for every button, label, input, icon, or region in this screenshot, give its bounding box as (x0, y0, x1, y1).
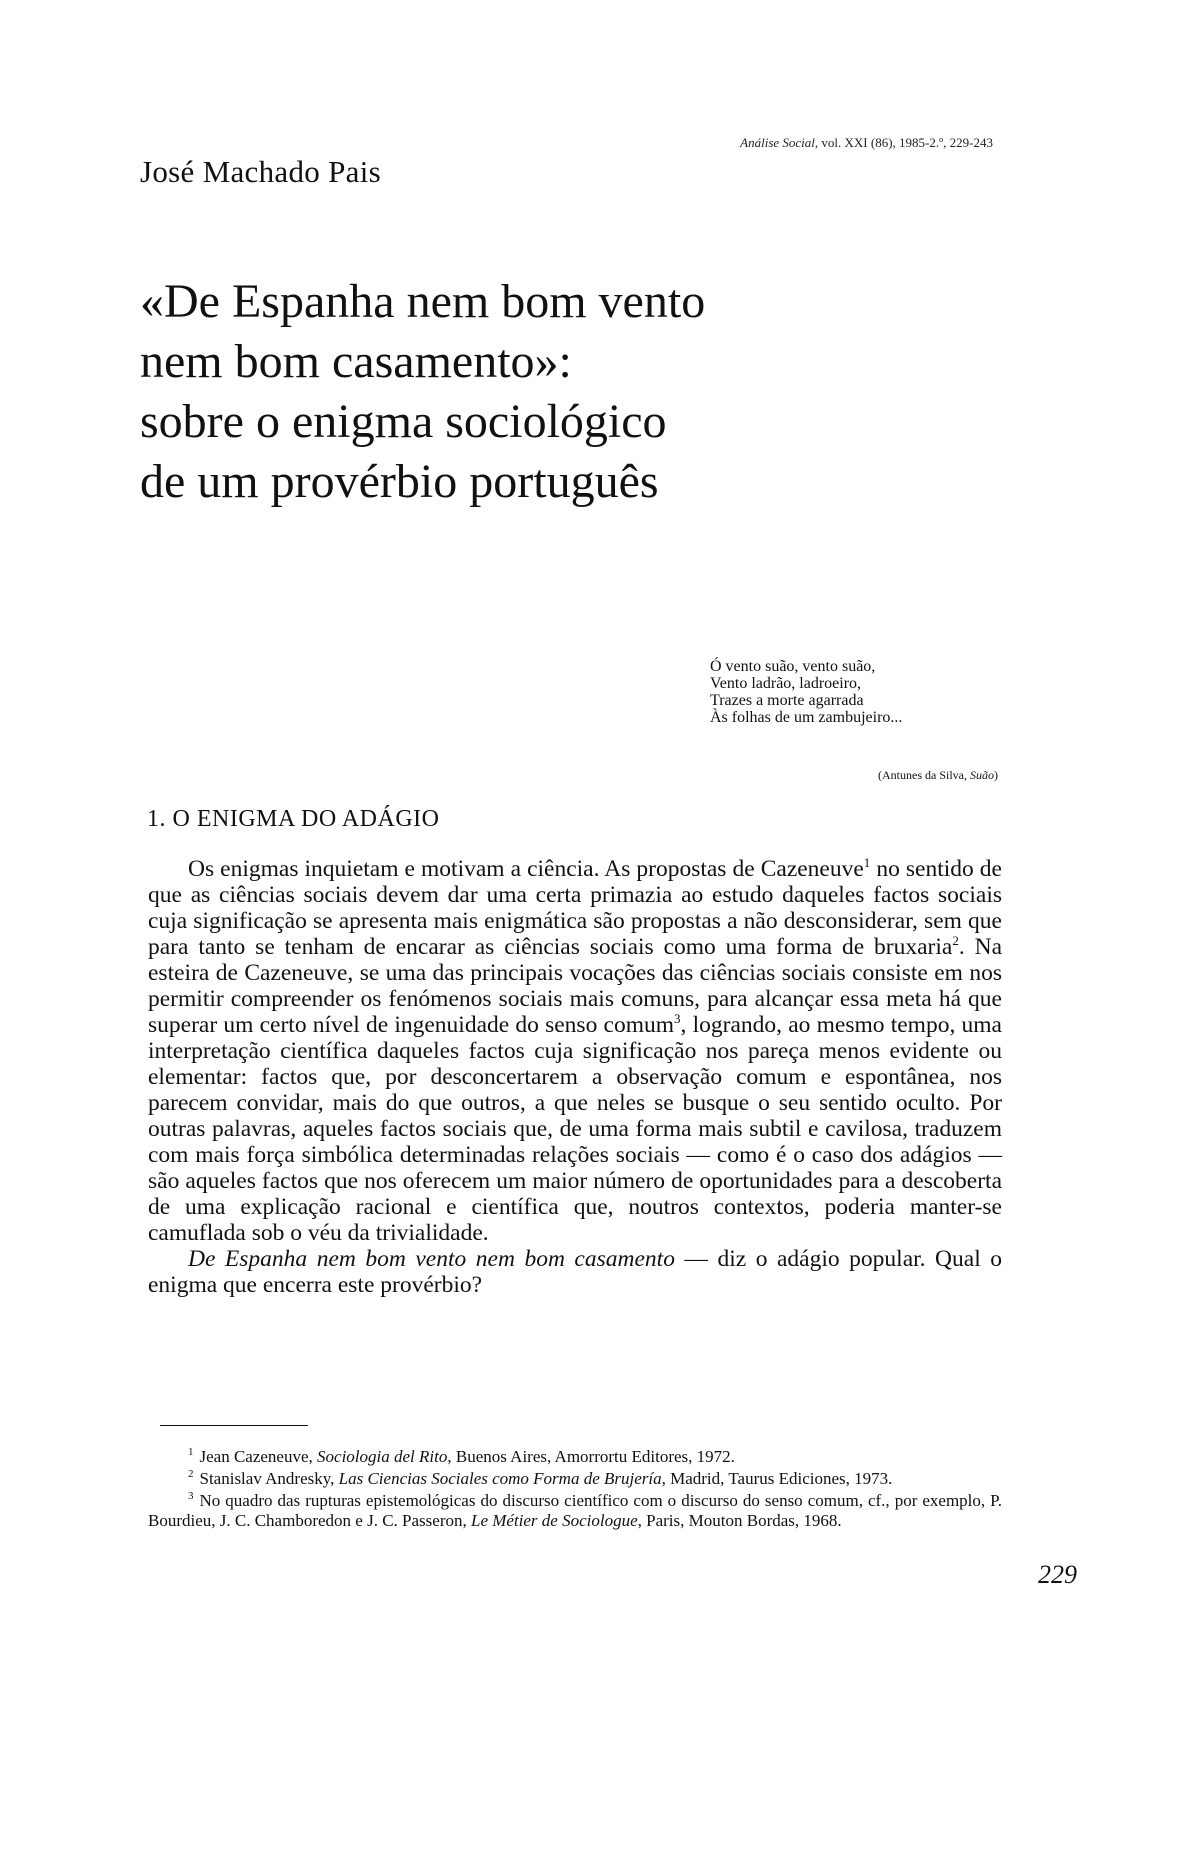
footnote (148, 1469, 1002, 1489)
paragraph (148, 856, 1002, 1246)
footnote-divider (160, 1425, 308, 1426)
title-line: nem bom casamento»: (140, 335, 572, 388)
footnote-ref[interactable]: 3 (674, 1011, 681, 1027)
epigraph-line: Ó vento suão, vento suão, (710, 658, 876, 675)
footnote-work-title: Sociologia del Rito (317, 1447, 448, 1466)
epigraph-attribution (820, 768, 998, 783)
footnote-text: , Buenos Aires, Amorrortu Editores, 1972. (447, 1447, 735, 1466)
footnotes (148, 1447, 1002, 1533)
footnote-text: Jean Cazeneuve, (199, 1447, 318, 1466)
footnote (148, 1447, 1002, 1467)
paragraph-text: , logrando, ao mesmo tempo, uma interpretação científica daqueles factos cuja significação nos pareça menos evidente ou elementar: factos que, por desconcertarem a observação comum e espontânea, nos parecem convidar, mais do que outros, a que neles se busque o seu sentido oculto. Por outras palavras, aqueles factos sociais que, de uma forma mais subtil e cavilosa, traduzem com mais força simbólica determinadas relações sociais — como é o caso dos adágios — são aqueles factos que nos oferecem um maior número de oportunidades para a descoberta de uma explicação racional e científica que, noutros contextos, poderia manter-se camuflada sob o véu da trivialidade. (148, 1012, 1002, 1246)
paragraph (148, 1246, 1002, 1298)
author-name: José Machado Pais (140, 154, 382, 189)
footnote (148, 1491, 1002, 1531)
epigraph-line: Vento ladrão, ladroeiro, (710, 675, 862, 692)
proverb-quote: De Espanha nem bom vento nem bom casamento (188, 1246, 675, 1272)
footnote-mark: 2 (188, 1468, 194, 1481)
title-line: «De Espanha nem bom vento (140, 275, 706, 328)
footnote-text: , Paris, Mouton Bordas, 1968. (637, 1511, 842, 1530)
paragraph-text: — diz o adágio popular. Qual o enigma que encerra este provérbio? (148, 1246, 1002, 1298)
footnote-text: , Madrid, Taurus Ediciones, 1973. (661, 1469, 893, 1488)
epigraph (710, 658, 902, 726)
title-line: de um provérbio português (140, 455, 659, 508)
paragraph-text: Os enigmas inquietam e motivam a ciência. As propostas de Cazeneuve (188, 856, 864, 882)
footnote-work-title: Le Métier de Sociologue (470, 1511, 638, 1530)
footnote-mark: 1 (188, 1446, 194, 1459)
footnote-text: No quadro das rupturas epistemológicas do discurso científico com o discurso do senso comum, cf., por exemplo, P. Bourdieu, J. C. Chamboredon e J. C. Passeron, (148, 1491, 1002, 1530)
journal-name: Análise Social (740, 135, 815, 150)
footnote-work-title: Las Ciencias Sociales como Forma de Brujería (338, 1469, 662, 1488)
article-title (140, 272, 840, 512)
footnote-text: Stanislav Andresky, (199, 1469, 339, 1488)
attribution-close: ) (994, 768, 998, 782)
section-heading: 1. O ENIGMA DO ADÁGIO (147, 806, 440, 832)
footnote-ref[interactable]: 1 (863, 855, 871, 871)
attribution-work: Suão (970, 768, 994, 782)
epigraph-line: Trazes a morte agarrada (710, 692, 864, 709)
paragraph-text: no sentido de que as ciências sociais devem dar uma certa primazia ao estudo daqueles factos sociais cuja significação se apresenta mais enigmática são propostas a não desconsiderar, sem que para tanto se tenham de encarar as ciências sociais como uma forma de bruxaria (148, 856, 1002, 960)
paragraph-text: . Na esteira de Cazeneuve, se uma das principais vocações das ciências sociais consiste em nos permitir compreender os fenómenos sociais mais comuns, para alcançar essa meta há que superar um certo nível de ingenuidade do senso comum (148, 934, 1002, 1038)
body-text (148, 856, 1002, 1298)
journal-citation (633, 135, 993, 151)
page-number: 229 (1038, 1560, 1077, 1589)
footnote-ref[interactable]: 2 (952, 933, 959, 949)
title-line: sobre o enigma sociológico (140, 395, 667, 448)
attribution-author: (Antunes da Silva, (878, 768, 970, 782)
footnote-mark: 3 (188, 1490, 194, 1503)
journal-volume: , vol. XXI (86), 1985-2.º, 229-243 (814, 135, 993, 150)
epigraph-line: Às folhas de um zambujeiro... (710, 709, 903, 726)
